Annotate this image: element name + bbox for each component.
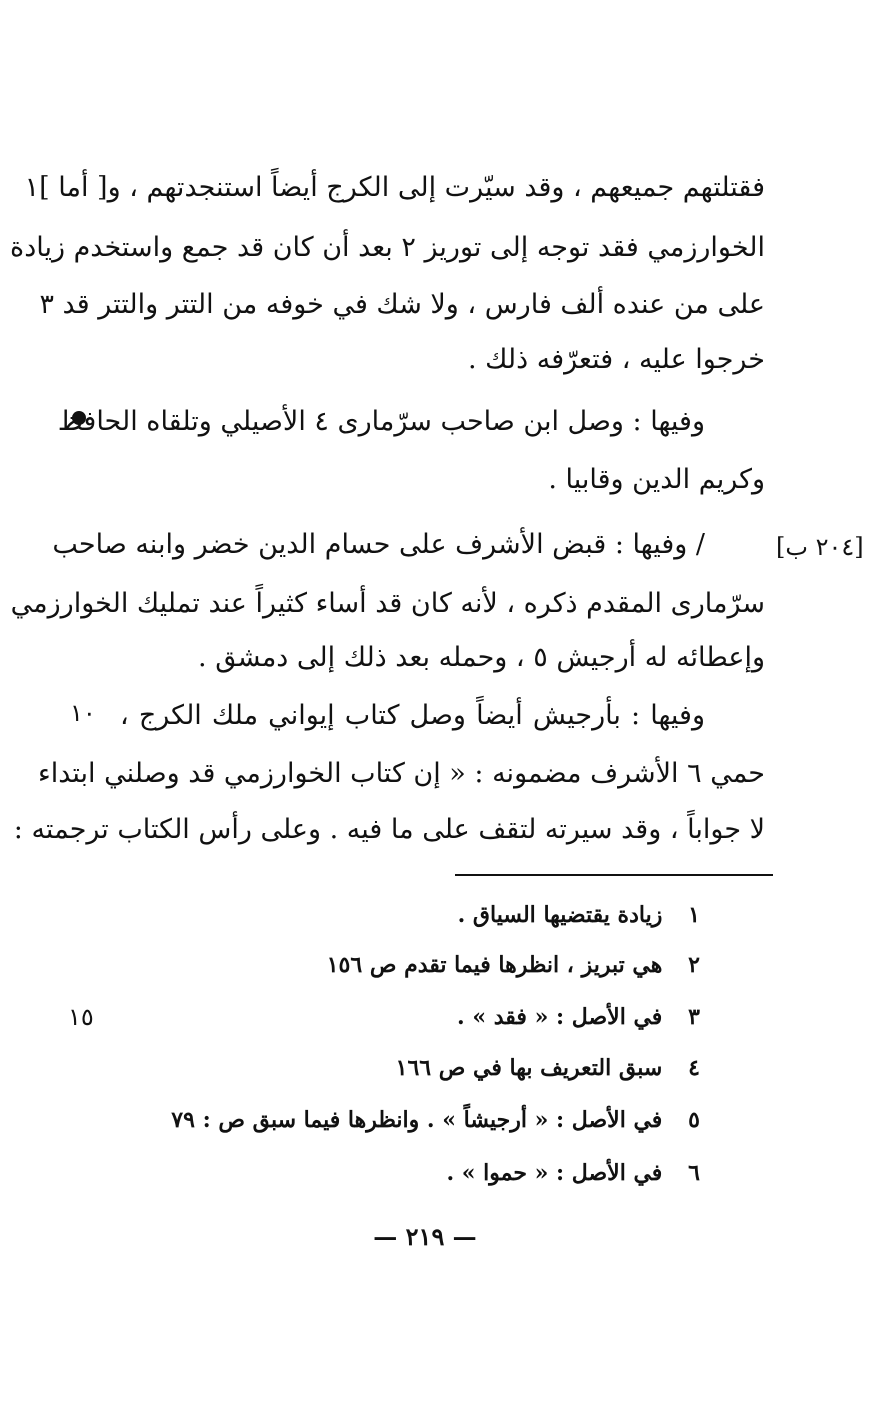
- footnote-text: في الأصل : « فقد » .: [457, 1004, 663, 1030]
- body-line-3: على من عنده ألف فارس ، ولا شك في خوفه من التتر والتتر قد ٣: [39, 289, 765, 320]
- footnote-6: [446, 1156, 700, 1190]
- body-line-1: فقتلتهم جميعهم ، وقد سيّرت إلى الكرج أيضاً استنجدتهم ، و[ أما ]١: [24, 172, 765, 203]
- body-line-5: وفيها : وصل ابن صاحب سرّمارى ٤ الأصيلي وتلقاه الحافظ: [57, 406, 705, 437]
- body-line-10: وفيها : بأرجيش أيضاً وصل كتاب إيواني ملك الكرج ،: [120, 700, 705, 731]
- footnote-number: ٢: [688, 952, 700, 978]
- body-line-7: / وفيها : قبض الأشرف على حسام الدين خضر وابنه صاحب: [52, 529, 705, 560]
- footnote-text: هي تبريز ، انظرها فيما تقدم ص ١٥٦: [326, 952, 663, 978]
- footnote-3: [457, 1000, 700, 1034]
- body-line-4: خرجوا عليه ، فتعرّفه ذلك .: [468, 344, 765, 375]
- footnote-number: ١: [688, 902, 700, 928]
- body-line-6: وكريم الدين وقابيا .: [548, 464, 765, 495]
- footnote-number: ٥: [688, 1107, 700, 1133]
- footnote-number: ٦: [688, 1160, 700, 1186]
- line-number-10: ١٠: [70, 699, 96, 727]
- footnote-2: [327, 948, 700, 982]
- footnote-text: في الأصل : « أرجيشاً » . وانظرها فيما سبق ص : ٧٩: [171, 1107, 663, 1133]
- footnote-separator: [455, 874, 773, 876]
- line-number-15: ١٥: [68, 1003, 94, 1031]
- body-line-2: الخوارزمي فقد توجه إلى توريز ٢ بعد أن كان قد جمع واستخدم زيادة: [10, 232, 765, 263]
- body-line-11: حمي ٦ الأشرف مضمونه : « إن كتاب الخوارزمي قد وصلني ابتداء: [38, 758, 765, 789]
- folio-marker: [٢٠٤ ب]: [776, 533, 864, 561]
- footnote-5: [171, 1103, 700, 1137]
- body-line-12: لا جواباً ، وقد سيرته لتقف على ما فيه . وعلى رأس الكتاب ترجمته :: [13, 814, 765, 845]
- footnote-text: زيادة يقتضيها السياق .: [457, 902, 663, 928]
- footnote-number: ٤: [688, 1055, 700, 1081]
- footnote-text: سبق التعريف بها في ص ١٦٦: [395, 1055, 663, 1081]
- body-line-8: سرّمارى المقدم ذكره ، لأنه كان قد أساء كثيراً عند تمليك الخوارزمي: [10, 588, 765, 619]
- footnote-text: في الأصل : « حموا » .: [446, 1160, 663, 1186]
- page-number: — ٢١٩ —: [373, 1222, 477, 1251]
- body-line-9: وإعطائه له أرجيش ٥ ، وحمله بعد ذلك إلى دمشق .: [198, 642, 765, 673]
- footnote-4: [396, 1051, 700, 1085]
- footnote-number: ٣: [688, 1004, 700, 1030]
- footnote-1: [458, 898, 700, 932]
